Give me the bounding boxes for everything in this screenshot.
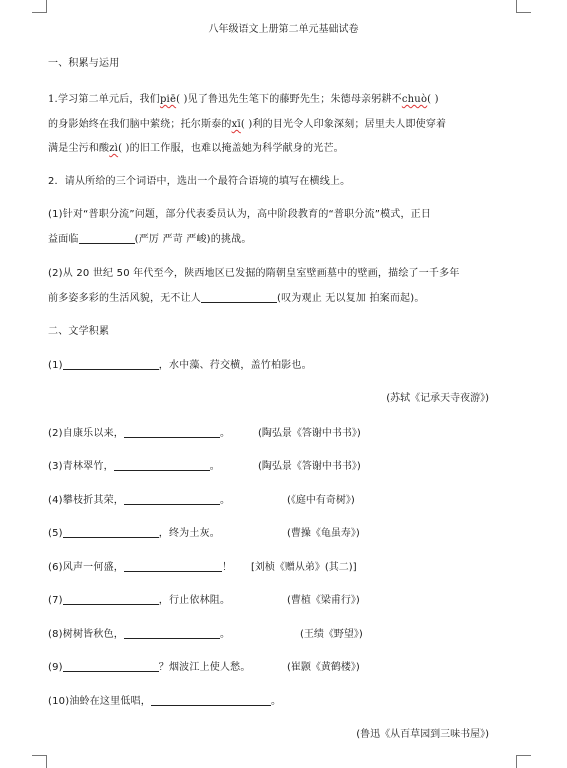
lit-item-pre: (2)自康乐以来， [48,428,124,439]
q2-1-text-a: 益面临 [48,234,79,245]
pinyin-chuo: chuò [401,94,428,105]
answer-blank[interactable] [124,427,220,438]
pinyin-pie: piē [159,94,177,105]
lit-item-2 [48,424,230,439]
lit-item-post: 。 [219,629,231,640]
answer-blank[interactable] [79,233,135,244]
lit-item-pre: (1) [48,360,63,371]
lit-item-post: 。 [219,495,231,506]
q1-text-c: ( ) [427,94,439,105]
lit-item-post: ，行止依林阻。 [158,595,231,606]
lit-source-9: (崔颢《黄鹤楼》) [287,662,360,673]
lit-item-post: 。 [219,428,231,439]
lit-source-10: (鲁迅《从百草园到三味书屋》) [356,729,489,740]
q1-text-g: ( )的旧工作服，也难以掩盖她为科学献身的光芒。 [118,143,344,154]
lit-item-post: 。 [209,461,220,472]
pinyin-zi: zì [109,143,119,154]
pinyin-xi: xī [231,119,241,130]
answer-blank[interactable] [63,594,159,605]
lit-source-3: (陶弘景《答谢中书书》) [258,461,361,472]
page-title: 八年级语文上册第二单元基础试卷 [208,24,359,35]
q1-text-f: 满是尘污和酸 [48,143,110,154]
answer-blank[interactable] [124,561,222,572]
lit-item-post: ？烟波江上使人愁。 [158,662,251,673]
section-heading-1: 一、积累与运用 [48,58,120,69]
q2-prompt: 2．请从所给的三个词语中，选出一个最符合语境的填写在横线上。 [48,176,351,187]
section-heading-2: 二、文学积累 [48,326,110,337]
lit-source-4: (《庭中有奇树》) [287,495,355,506]
q2-1-line-1: (1)针对“普职分流”问题，部分代表委员认为，高中阶段教育的“普职分流”模式，正日 [48,209,432,220]
lit-item-pre: (9) [48,662,63,673]
lit-source-6: [刘桢《赠从弟》(其二)] [251,562,357,573]
lit-item-post: ，水中藻、荇交横，盖竹柏影也。 [158,360,312,371]
lit-item-10 [48,692,281,707]
q1-text-e: ( )利的目光令人印象深刻；居里夫人即使穿着 [240,119,447,130]
q2-2-text-b: (叹为观止 无以复加 拍案而起)。 [277,293,425,304]
lit-item-4 [48,491,230,506]
lit-item-post: ，终为土灰。 [158,528,220,539]
lit-item-pre: (7) [48,595,63,606]
q2-1-text-b: (严厉 严苛 严峻)的挑战。 [134,234,252,245]
lit-item-pre: (8)树树皆秋色， [48,629,124,640]
lit-item-5 [48,524,220,539]
lit-source-2: (陶弘景《答谢中书书》) [258,428,361,439]
lit-item-pre: (5) [48,528,63,539]
q1-text-a: 1.学习第二单元后，我们 [48,94,160,105]
lit-item-pre: (10)油蛉在这里低唱， [48,696,151,707]
q1-text-b: ( )见了鲁迅先生笔下的藤野先生；朱德母亲躬耕不 [176,94,402,105]
crop-mark-top-left [32,0,47,13]
answer-blank[interactable] [124,628,220,639]
lit-item-1 [48,356,312,371]
answer-blank[interactable] [63,359,159,370]
answer-blank[interactable] [63,661,159,672]
crop-mark-top-right [516,0,531,13]
lit-item-8 [48,625,230,640]
lit-item-3 [48,457,220,472]
answer-blank[interactable] [151,695,271,706]
answer-blank[interactable] [114,460,210,471]
lit-item-6 [48,558,232,573]
lit-item-7 [48,591,230,606]
q1-line-3 [48,139,344,154]
lit-item-post: 。 [270,696,282,707]
answer-blank[interactable] [124,494,220,505]
q2-1-line-2 [48,230,252,245]
q1-line-2 [48,115,446,130]
q1-text-d: 的身影始终在我们脑中萦绕；托尔斯泰的 [48,119,232,130]
lit-item-pre: (4)攀枝折其荣， [48,495,124,506]
lit-source-7: (曹植《梁甫行》) [287,595,360,606]
lit-source-5: (曹操《龟虽寿》) [287,528,360,539]
q2-2-line-1: (2)从 20 世纪 50 年代至今，陕西地区已发掘的隋朝皇室壁画墓中的壁画，描绘了一千多年 [48,268,460,279]
crop-mark-bottom-right [516,755,531,768]
answer-blank[interactable] [63,527,159,538]
lit-item-pre: (3)青林翠竹， [48,461,114,472]
lit-source-1: (苏轼《记承天寺夜游》) [386,393,489,404]
lit-item-9 [48,658,251,673]
lit-item-post: ！ [221,562,233,573]
q2-2-line-2 [48,289,425,304]
q1-line-1 [48,90,439,105]
lit-source-8: (王绩《野望》) [300,629,363,640]
lit-item-pre: (6)风声一何盛， [48,562,124,573]
q2-2-text-a: 前多姿多彩的生活风貌，无不让人 [48,293,201,304]
crop-mark-bottom-left [32,755,47,768]
answer-blank[interactable] [201,292,277,303]
